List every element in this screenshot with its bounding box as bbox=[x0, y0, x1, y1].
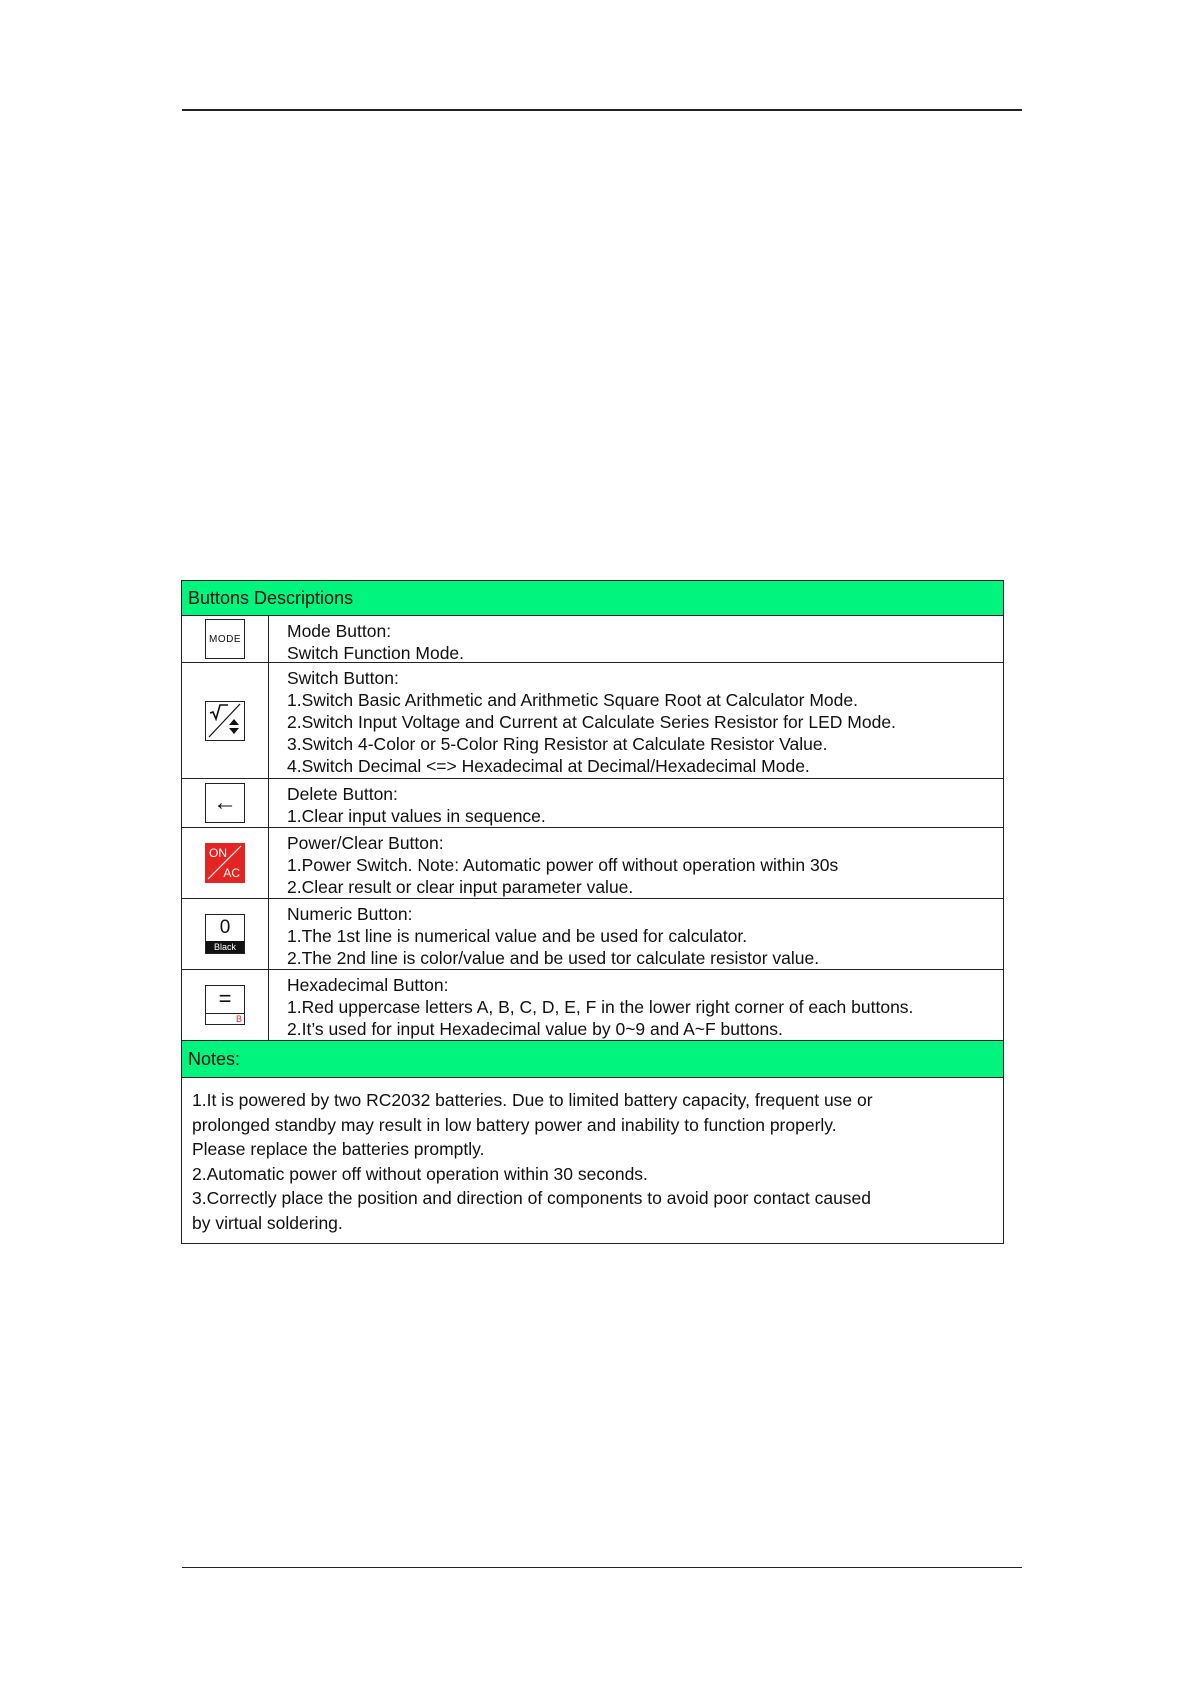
row-title: Power/Clear Button: bbox=[287, 833, 444, 853]
notes-line: 1.It is powered by two RC2032 batteries. Due to limited battery capacity, frequent use or bbox=[192, 1090, 873, 1110]
table-row-switch bbox=[182, 663, 1003, 779]
ac-label: AC bbox=[223, 866, 240, 880]
row-line: 2.Switch Input Voltage and Current at Calculate Series Resistor for LED Mode. bbox=[287, 712, 896, 732]
on-label: ON bbox=[209, 846, 227, 860]
row-line: 1.Power Switch. Note: Automatic power off without operation within 30s bbox=[287, 855, 839, 875]
top-rule bbox=[182, 109, 1022, 111]
row-title: Numeric Button: bbox=[287, 904, 413, 924]
table-header: Buttons Descriptions bbox=[182, 581, 1003, 616]
table-row-delete bbox=[182, 779, 1003, 828]
bottom-rule bbox=[182, 1567, 1022, 1568]
table-row-hexadecimal bbox=[182, 970, 1003, 1041]
table-row-mode bbox=[182, 616, 1003, 663]
row-line: 3.Switch 4-Color or 5-Color Ring Resistor at Calculate Resistor Value. bbox=[287, 734, 828, 754]
numeric-zero-icon bbox=[205, 914, 245, 954]
row-title: Hexadecimal Button: bbox=[287, 975, 449, 995]
buttons-descriptions-table bbox=[181, 580, 1004, 1244]
notes-line: 3.Correctly place the position and direction of components to avoid poor contact caused bbox=[192, 1188, 872, 1208]
mode-button-icon: MODE bbox=[205, 619, 245, 659]
row-line: 1.Red uppercase letters A, B, C, D, E, F in the lower right corner of each buttons. bbox=[287, 997, 914, 1017]
row-line: 2.The 2nd line is color/value and be used tor calculate resistor value. bbox=[287, 948, 820, 968]
digit-label: 0 bbox=[219, 917, 231, 938]
row-line: 1.Switch Basic Arithmetic and Arithmetic Square Root at Calculator Mode. bbox=[287, 690, 858, 710]
row-line: 2.It’s used for input Hexadecimal value by 0~9 and A~F buttons. bbox=[287, 1019, 783, 1039]
equals-label: = bbox=[218, 986, 232, 1011]
notes-line: by virtual soldering. bbox=[192, 1212, 343, 1233]
on-ac-icon bbox=[205, 843, 245, 883]
row-title: Mode Button: bbox=[287, 621, 392, 641]
row-title: Delete Button: bbox=[287, 784, 398, 804]
row-title: Switch Button: bbox=[287, 668, 399, 688]
sqrt-switch-icon bbox=[205, 701, 245, 741]
backspace-arrow-icon: ← bbox=[205, 783, 245, 823]
row-line: 2.Clear result or clear input parameter value. bbox=[287, 877, 634, 897]
color-label: Black bbox=[206, 941, 244, 953]
row-line: 1.The 1st line is numerical value and be used for calculator. bbox=[287, 926, 748, 946]
notes-line: 2.Automatic power off without operation within 30 seconds. bbox=[192, 1163, 648, 1184]
row-line: 1.Clear input values in sequence. bbox=[287, 806, 546, 826]
notes-body bbox=[182, 1078, 1003, 1243]
hex-letter-label: B bbox=[235, 1014, 242, 1024]
equals-hex-icon bbox=[205, 985, 245, 1025]
notes-line: prolonged standby may result in low battery power and inability to function properly. bbox=[192, 1114, 837, 1135]
row-line: 4.Switch Decimal <=> Hexadecimal at Decimal/Hexadecimal Mode. bbox=[287, 756, 810, 776]
row-line: Switch Function Mode. bbox=[287, 643, 465, 663]
table-row-numeric bbox=[182, 899, 1003, 970]
notes-header: Notes: bbox=[182, 1041, 1003, 1078]
notes-line: Please replace the batteries promptly. bbox=[192, 1139, 485, 1159]
table-row-power bbox=[182, 828, 1003, 899]
